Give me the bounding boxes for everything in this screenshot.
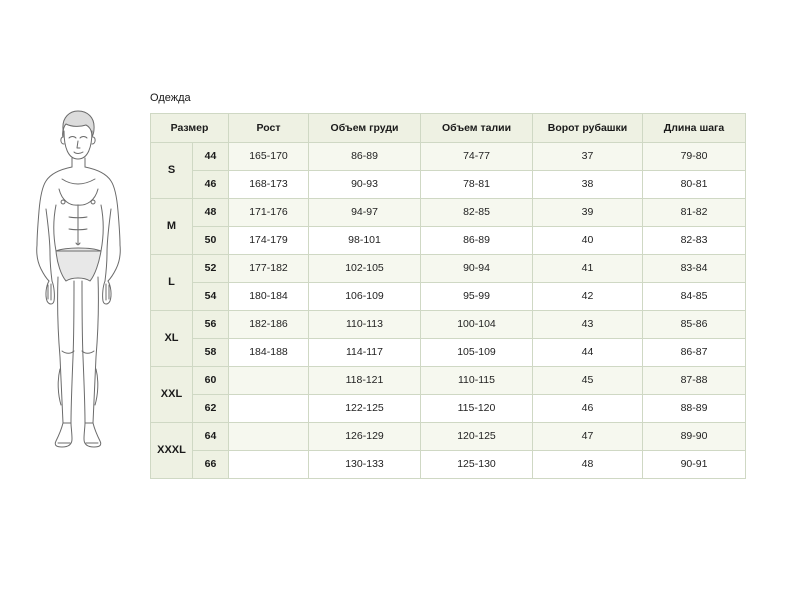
cell-collar: 44 xyxy=(533,339,643,367)
cell-chest: 130-133 xyxy=(309,451,421,479)
cell-step: 84-85 xyxy=(643,283,746,311)
cell-chest: 98-101 xyxy=(309,227,421,255)
cell-waist: 82-85 xyxy=(421,199,533,227)
cell-collar: 47 xyxy=(533,423,643,451)
header-waist: Объем талии xyxy=(421,114,533,143)
table-row xyxy=(151,423,746,451)
cell-step: 87-88 xyxy=(643,367,746,395)
cell-height: 177-182 xyxy=(229,255,309,283)
cell-size-number: 56 xyxy=(193,311,229,339)
cell-waist: 120-125 xyxy=(421,423,533,451)
cell-step: 81-82 xyxy=(643,199,746,227)
cell-collar: 40 xyxy=(533,227,643,255)
cell-height: 171-176 xyxy=(229,199,309,227)
cell-waist: 78-81 xyxy=(421,171,533,199)
table-row xyxy=(151,311,746,339)
table-row xyxy=(151,367,746,395)
cell-collar: 41 xyxy=(533,255,643,283)
cell-chest: 114-117 xyxy=(309,339,421,367)
cell-size-letter: M xyxy=(151,199,193,255)
cell-size-number: 52 xyxy=(193,255,229,283)
header-chest: Объем груди xyxy=(309,114,421,143)
cell-height xyxy=(229,451,309,479)
cell-step: 90-91 xyxy=(643,451,746,479)
cell-chest: 86-89 xyxy=(309,143,421,171)
cell-size-number: 44 xyxy=(193,143,229,171)
cell-size-number: 48 xyxy=(193,199,229,227)
cell-collar: 48 xyxy=(533,451,643,479)
cell-collar: 43 xyxy=(533,311,643,339)
cell-chest: 102-105 xyxy=(309,255,421,283)
cell-waist: 74-77 xyxy=(421,143,533,171)
cell-size-number: 54 xyxy=(193,283,229,311)
header-collar: Ворот рубашки xyxy=(533,114,643,143)
cell-waist: 100-104 xyxy=(421,311,533,339)
cell-waist: 115-120 xyxy=(421,395,533,423)
cell-size-letter: XXL xyxy=(151,367,193,423)
table-row xyxy=(151,255,746,283)
cell-size-number: 62 xyxy=(193,395,229,423)
cell-collar: 42 xyxy=(533,283,643,311)
cell-chest: 94-97 xyxy=(309,199,421,227)
cell-waist: 90-94 xyxy=(421,255,533,283)
cell-size-letter: S xyxy=(151,143,193,199)
cell-collar: 37 xyxy=(533,143,643,171)
cell-height: 174-179 xyxy=(229,227,309,255)
table-row xyxy=(151,283,746,311)
header-size: Размер xyxy=(151,114,229,143)
cell-waist: 86-89 xyxy=(421,227,533,255)
table-header-row xyxy=(151,114,746,143)
cell-step: 79-80 xyxy=(643,143,746,171)
cell-height: 180-184 xyxy=(229,283,309,311)
cell-height: 184-188 xyxy=(229,339,309,367)
cell-collar: 45 xyxy=(533,367,643,395)
cell-waist: 125-130 xyxy=(421,451,533,479)
cell-chest: 118-121 xyxy=(309,367,421,395)
table-row xyxy=(151,451,746,479)
cell-size-number: 58 xyxy=(193,339,229,367)
table-row xyxy=(151,171,746,199)
table-row xyxy=(151,339,746,367)
cell-chest: 106-109 xyxy=(309,283,421,311)
cell-waist: 105-109 xyxy=(421,339,533,367)
cell-step: 83-84 xyxy=(643,255,746,283)
cell-step: 85-86 xyxy=(643,311,746,339)
header-step: Длина шага xyxy=(643,114,746,143)
cell-waist: 95-99 xyxy=(421,283,533,311)
cell-step: 86-87 xyxy=(643,339,746,367)
size-table xyxy=(150,113,746,479)
cell-step: 89-90 xyxy=(643,423,746,451)
table-title: Одежда xyxy=(150,92,191,104)
cell-size-number: 60 xyxy=(193,367,229,395)
cell-height xyxy=(229,395,309,423)
header-height: Рост xyxy=(229,114,309,143)
table-body xyxy=(151,143,746,479)
cell-height: 168-173 xyxy=(229,171,309,199)
table-row xyxy=(151,143,746,171)
cell-size-letter: XL xyxy=(151,311,193,367)
table-row xyxy=(151,199,746,227)
cell-chest: 90-93 xyxy=(309,171,421,199)
cell-size-letter: L xyxy=(151,255,193,311)
male-body-diagram xyxy=(18,105,138,515)
cell-chest: 110-113 xyxy=(309,311,421,339)
cell-collar: 39 xyxy=(533,199,643,227)
cell-waist: 110-115 xyxy=(421,367,533,395)
cell-size-number: 50 xyxy=(193,227,229,255)
cell-size-letter: XXXL xyxy=(151,423,193,479)
cell-chest: 122-125 xyxy=(309,395,421,423)
cell-collar: 46 xyxy=(533,395,643,423)
cell-collar: 38 xyxy=(533,171,643,199)
cell-size-number: 46 xyxy=(193,171,229,199)
cell-step: 88-89 xyxy=(643,395,746,423)
cell-height: 182-186 xyxy=(229,311,309,339)
cell-step: 80-81 xyxy=(643,171,746,199)
cell-size-number: 64 xyxy=(193,423,229,451)
cell-height xyxy=(229,367,309,395)
table-row xyxy=(151,227,746,255)
cell-size-number: 66 xyxy=(193,451,229,479)
cell-step: 82-83 xyxy=(643,227,746,255)
cell-height: 165-170 xyxy=(229,143,309,171)
cell-height xyxy=(229,423,309,451)
table-row xyxy=(151,395,746,423)
cell-chest: 126-129 xyxy=(309,423,421,451)
